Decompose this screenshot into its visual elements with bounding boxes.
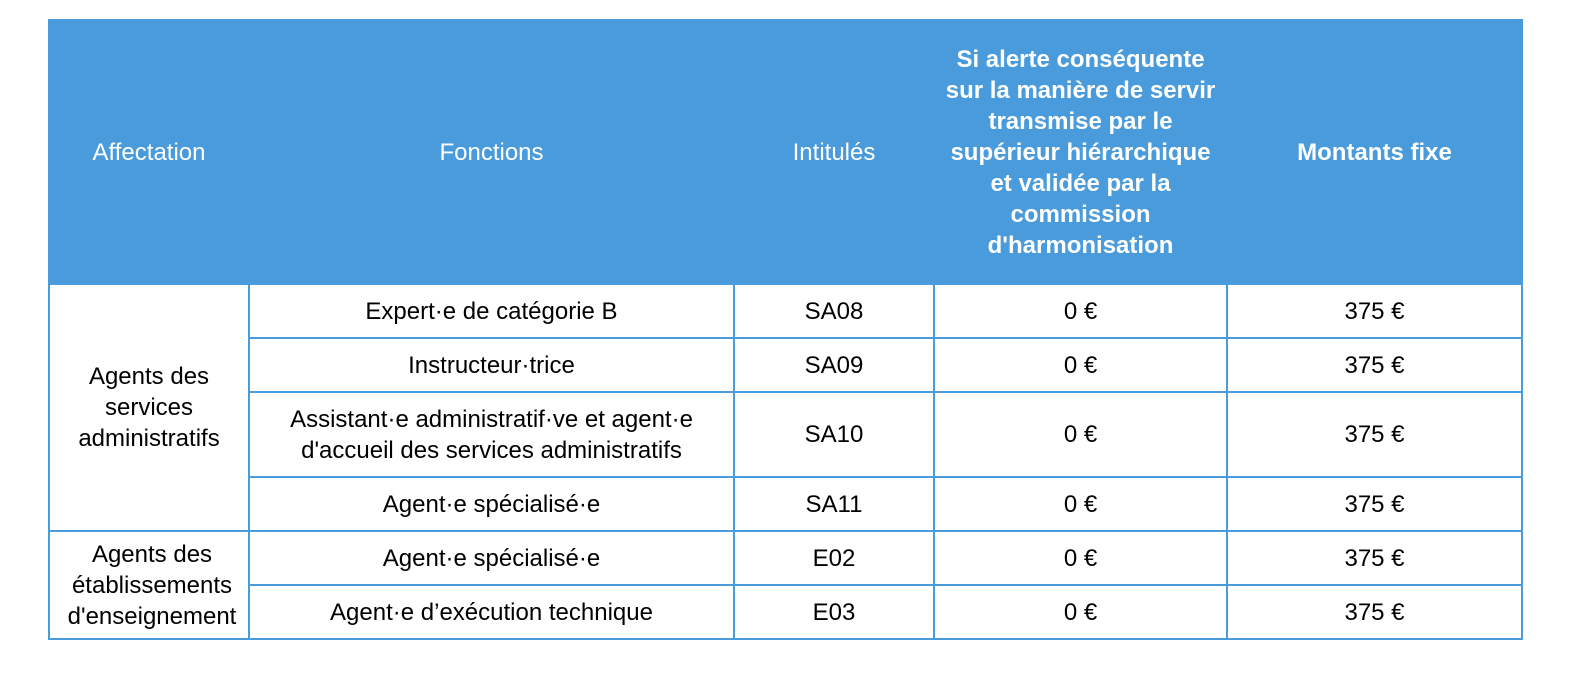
cell-alerte: 0 € [934,338,1227,392]
header-fonctions: Fonctions [249,20,734,284]
cell-intitule: SA08 [734,284,934,338]
cell-intitule: SA11 [734,477,934,531]
cell-montant: 375 € [1227,392,1522,477]
cell-intitule: SA10 [734,392,934,477]
table-row [49,531,1522,585]
table-row [49,284,1522,338]
table-row [49,392,1522,477]
header-affectation: Affectation [49,20,249,284]
prime-table [48,19,1523,640]
cell-fonction: Agent·e spécialisé·e [249,531,734,585]
group-label-enseignement [49,531,249,639]
cell-montant: 375 € [1227,531,1522,585]
group-label-enseignement-text: Agents des établissements d'enseignement [67,540,237,630]
cell-montant: 375 € [1227,284,1522,338]
cell-alerte: 0 € [934,531,1227,585]
group-label-services-text: Agents des services administratifs [78,363,220,452]
cell-fonction: Agent·e spécialisé·e [249,477,734,531]
group-label-services [49,284,249,531]
cell-montant: 375 € [1227,338,1522,392]
table-row [49,585,1522,639]
cell-montant: 375 € [1227,585,1522,639]
table-header [49,20,1522,284]
cell-fonction [249,392,734,477]
cell-alerte: 0 € [934,585,1227,639]
cell-alerte: 0 € [934,392,1227,477]
cell-intitule: SA09 [734,338,934,392]
cell-intitule: E02 [734,531,934,585]
table-row [49,477,1522,531]
header-alerte [934,20,1227,284]
cell-alerte: 0 € [934,477,1227,531]
cell-intitule: E03 [734,585,934,639]
header-alerte-text: Si alerte conséquente sur la manière de servir transmise par le supérieur hiérarchique et validée par la commission d'harmonisation [945,45,1216,259]
table-body [49,284,1522,639]
table-row [49,338,1522,392]
cell-alerte: 0 € [934,284,1227,338]
cell-montant: 375 € [1227,477,1522,531]
cell-fonction: Expert·e de catégorie B [249,284,734,338]
header-intitules: Intitulés [734,20,934,284]
cell-fonction: Agent·e d’exécution technique [249,585,734,639]
cell-fonction: Instructeur·trice [249,338,734,392]
header-montants: Montants fixe [1227,20,1522,284]
header-row [49,20,1522,284]
cell-fonction-text: Assistant·e administratif·ve et agent·e d'accueil des services administratifs [290,405,693,464]
